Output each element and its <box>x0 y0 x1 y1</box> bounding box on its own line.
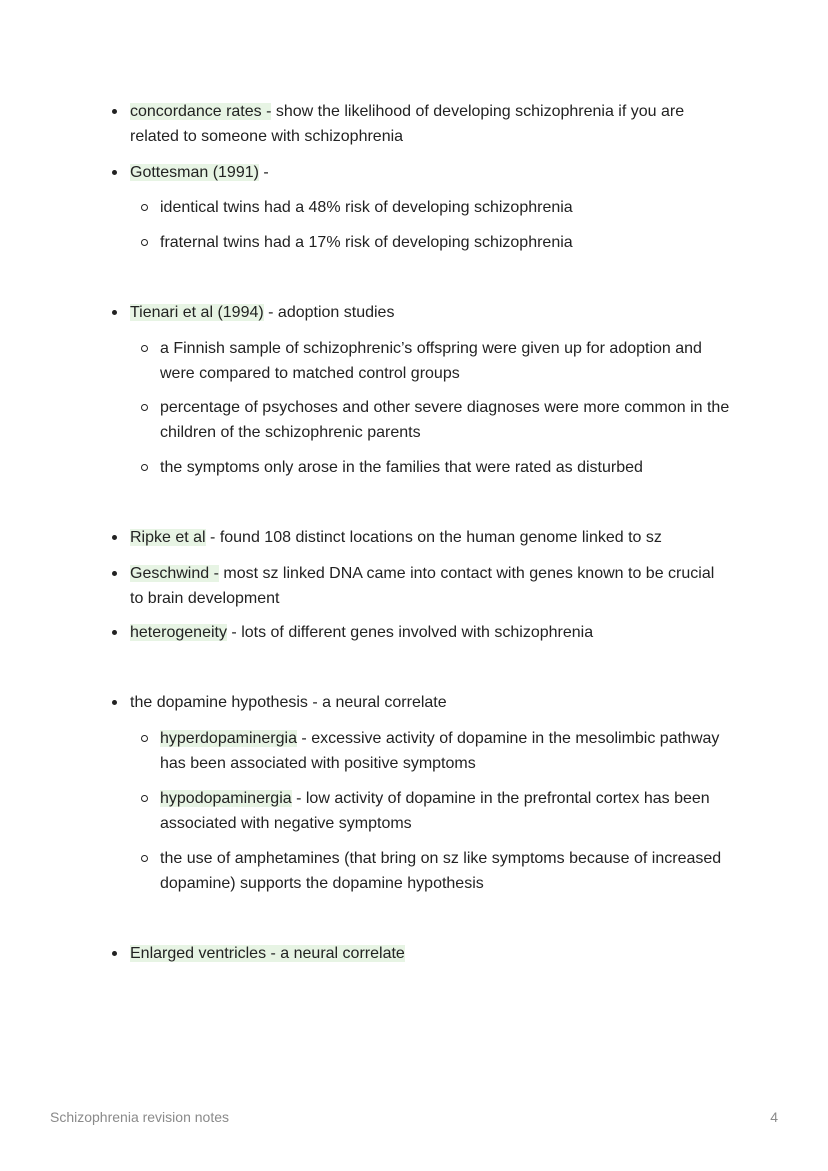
list-item-gottesman <box>130 160 730 185</box>
bullet-icon <box>112 700 117 705</box>
circle-bullet-icon <box>141 239 148 246</box>
circle-bullet-icon <box>141 795 148 802</box>
highlighted-term: Ripke et al <box>130 529 206 546</box>
bullet-icon <box>112 109 117 114</box>
bullet-icon <box>112 535 117 540</box>
sub-item-finnish-sample <box>160 336 735 386</box>
item-text: - low activity of dopamine in the prefrontal cortex has been associated with negative symptoms <box>160 790 710 832</box>
item-text: - lots of different genes involved with schizophrenia <box>226 624 594 641</box>
sub-item-identical-twins <box>160 195 735 220</box>
item-text: the symptoms only arose in the families that were rated as disturbed <box>160 459 643 476</box>
highlighted-term: concordance rates - <box>130 103 272 120</box>
circle-bullet-icon <box>141 404 148 411</box>
highlighted-term: hypodopaminergia <box>160 790 292 807</box>
highlighted-term: Enlarged ventricles - a neural correlate <box>130 945 405 962</box>
circle-bullet-icon <box>141 345 148 352</box>
bullet-icon <box>112 310 117 315</box>
sub-item-psychoses <box>160 395 735 445</box>
item-text: a Finnish sample of schizophrenic’s offspring were given up for adoption and were compared to matched control groups <box>160 340 702 382</box>
highlighted-term: Tienari et al (1994) <box>130 304 264 321</box>
list-item-geschwind <box>130 561 730 611</box>
bullet-icon <box>112 170 117 175</box>
highlighted-term: Gottesman (1991) <box>130 164 259 181</box>
list-item-heterogeneity <box>130 620 730 645</box>
footer-title: Schizophrenia revision notes <box>50 1109 229 1125</box>
list-item-concordance <box>130 99 730 149</box>
highlighted-term: Geschwind - <box>130 565 219 582</box>
item-text: identical twins had a 48% risk of developing schizophrenia <box>160 199 573 216</box>
item-text: - <box>258 164 269 181</box>
sub-item-fraternal-twins <box>160 230 735 255</box>
bullet-icon <box>112 951 117 956</box>
circle-bullet-icon <box>141 735 148 742</box>
item-text: - excessive activity of dopamine in the mesolimbic pathway has been associated with positive symptoms <box>160 730 720 772</box>
item-text: percentage of psychoses and other severe diagnoses were more common in the children of the schizophrenic parents <box>160 399 730 441</box>
circle-bullet-icon <box>141 464 148 471</box>
highlighted-term: heterogeneity <box>130 624 227 641</box>
item-text: the use of amphetamines (that bring on sz like symptoms because of increased dopamine) supports the dopamine hypothesis <box>160 850 722 892</box>
item-text: - found 108 distinct locations on the human genome linked to sz <box>205 529 662 546</box>
item-text: fraternal twins had a 17% risk of developing schizophrenia <box>160 234 573 251</box>
bullet-icon <box>112 571 117 576</box>
bullet-icon <box>112 630 117 635</box>
item-text: the dopamine hypothesis - a neural correlate <box>130 694 447 711</box>
highlighted-term: hyperdopaminergia <box>160 730 297 747</box>
page-number: 4 <box>770 1109 778 1125</box>
sub-item-amphetamines <box>160 846 735 896</box>
list-item-enlarged-ventricles <box>130 941 730 966</box>
sub-item-disturbed-families <box>160 455 735 480</box>
item-text: - adoption studies <box>263 304 395 321</box>
list-item-tienari <box>130 300 730 325</box>
circle-bullet-icon <box>141 204 148 211</box>
circle-bullet-icon <box>141 855 148 862</box>
sub-item-hypodopaminergia <box>160 786 735 836</box>
list-item-ripke <box>130 525 730 550</box>
item-text: show the likelihood of developing schizophrenia if you are related to someone with schizophrenia <box>130 103 685 145</box>
list-item-dopamine-hypothesis <box>130 690 730 715</box>
sub-item-hyperdopaminergia <box>160 726 735 776</box>
item-text: most sz linked DNA came into contact with genes known to be crucial to brain development <box>130 565 715 607</box>
